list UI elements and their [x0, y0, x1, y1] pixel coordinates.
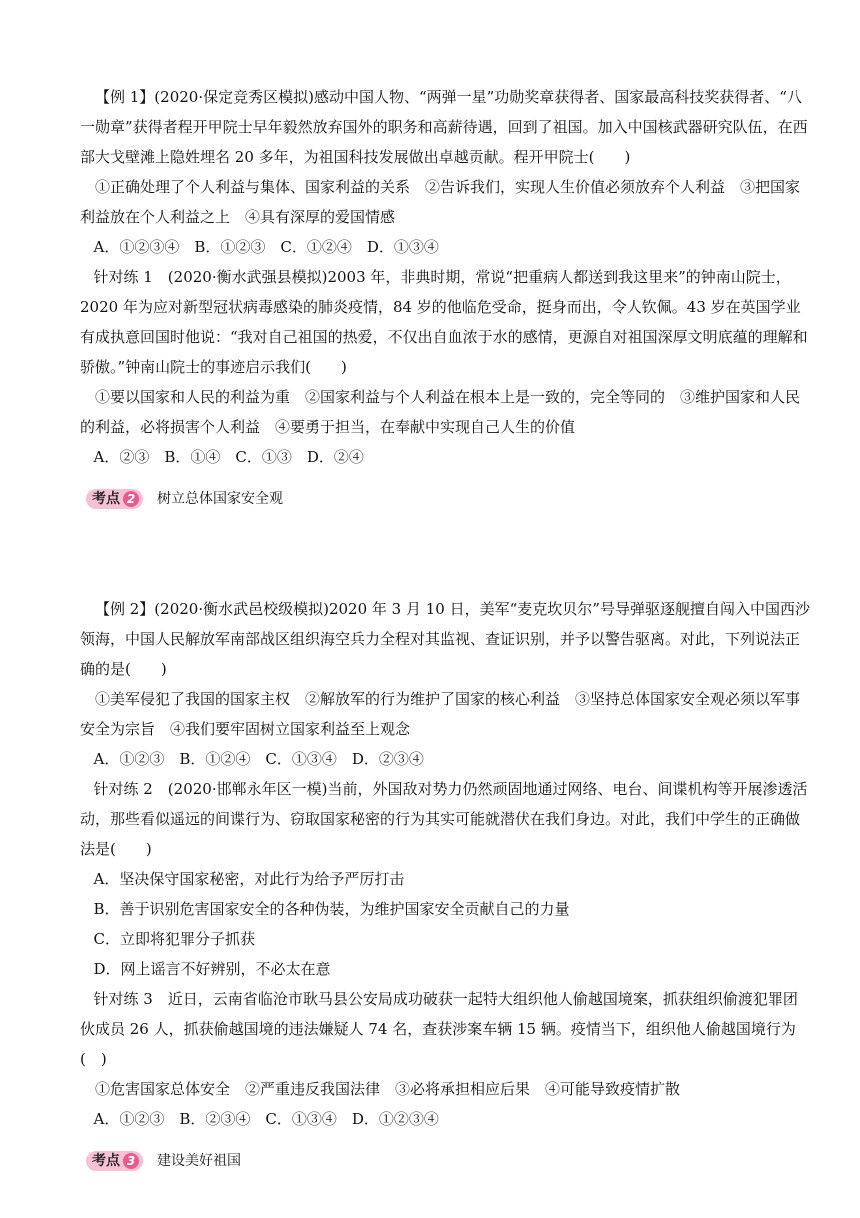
drill-2-option-a: A．坚决保守国家秘密，对此行为给予严厉打击 [93, 870, 405, 888]
section-3-badge [86, 1151, 143, 1171]
example-1-stem: 【例 1】(2020·保定竞秀区模拟)感动中国人物、“两弹一星”功勋奖章获得者、国家最高科技奖获得者、“八一勋章”获得者程开甲院士早年毅然放弃国外的职务和高薪待遇，回到了祖国。加入中国核武器研究队伍，在西部大戈壁滩上隐姓埋名 20 多年，为祖国科技发展做出卓越贡献。程开甲院士( ) [80, 88, 808, 166]
example-2-stem: 【例 2】(2020·衡水武邑校级模拟)2020 年 3 月 10 日，美军“麦克坎贝尔”号导弹驱逐舰擅自闯入中国西沙领海，中国人民解放军南部战区组织海空兵力全程对其监视、查证识别，并予以警告驱离。对此，下列说法正确的是( ) [80, 600, 810, 678]
section-badge-number: 3 [123, 1153, 139, 1169]
section-2-header [80, 486, 810, 512]
drill-3-options: A．①②③ B．②③④ C．①③④ D．①②③④ [93, 1110, 439, 1128]
example-1-items: ①正确处理了个人利益与集体、国家利益的关系 ②告诉我们，实现人生价值必须放弃个人利益 ③把国家利益放在个人利益之上 ④具有深厚的爱国情感 [80, 178, 801, 226]
drill-2-option-c: C．立即将犯罪分子抓获 [93, 930, 255, 948]
section-2-badge [86, 489, 143, 509]
section-badge-label: 考点 [92, 1153, 120, 1169]
example-2-items: ①美军侵犯了我国的国家主权 ②解放军的行为维护了国家的核心利益 ③坚持总体国家安全观必须以军事安全为宗旨 ④我们要牢固树立国家利益至上观念 [80, 690, 801, 738]
section-badge-number: 2 [123, 491, 139, 507]
drill-1-options: A．②③ B．①④ C．①③ D．②④ [93, 448, 364, 466]
section-2-title: 树立总体国家安全观 [157, 491, 283, 507]
drill-3-stem: 针对练 3 近日，云南省临沧市耿马县公安局成功破获一起特大组织他人偷越国境案，抓获组织偷渡犯罪团伙成员 26 人，抓获偷越国境的违法嫌疑人 74 名，查获涉案车辆 15 辆。疫情当下，组织他人偷越国境行为( ) [80, 990, 798, 1068]
blank-space [80, 512, 810, 594]
section-3-title: 建设美好祖国 [157, 1153, 241, 1169]
example-1-options: A．①②③④ B．①②③ C．①②④ D．①③④ [93, 238, 439, 256]
example-2-options: A．①②③ B．①②④ C．①③④ D．②③④ [93, 750, 424, 768]
document-page [80, 82, 810, 1174]
drill-3-items: ①危害国家总体安全 ②严重违反我国法律 ③必将承担相应后果 ④可能导致疫情扩散 [95, 1080, 681, 1098]
section-badge-label: 考点 [92, 491, 120, 507]
drill-2-option-d: D．网上谣言不好辨别，不必太在意 [93, 960, 331, 978]
drill-1-items: ①要以国家和人民的利益为重 ②国家利益与个人利益在根本上是一致的，完全等同的 ③维护国家和人民的利益，必将损害个人利益 ④要勇于担当，在奉献中实现自己人生的价值 [80, 388, 801, 436]
drill-1-stem: 针对练 1 (2020·衡水武强县模拟)2003 年，非典时期，常说“把重病人都送到我这里来”的钟南山院士，2020 年为应对新型冠状病毒感染的肺炎疫情，84 岁的他临危受命，挺身而出，令人钦佩。43 岁在英国学业有成执意回国时他说：“我对自己祖国的热爱，不仅出自血浓于水的感情，更源自对祖国深厚文明底蕴的理解和骄傲。”钟南山院士的事迹启示我们( ) [80, 268, 808, 376]
drill-2-option-b: B．善于识别危害国家安全的各种伪装，为维护国家安全贡献自己的力量 [93, 900, 570, 918]
drill-2-stem: 针对练 2 (2020·邯郸永年区一模)当前，外国敌对势力仍然顽固地通过网络、电台、间谍机构等开展渗透活动，那些看似遥远的间谍行为、窃取国家秘密的行为其实可能就潜伏在我们身边。对此，我们中学生的正确做法是( ) [80, 780, 808, 858]
section-3-header [80, 1148, 810, 1174]
